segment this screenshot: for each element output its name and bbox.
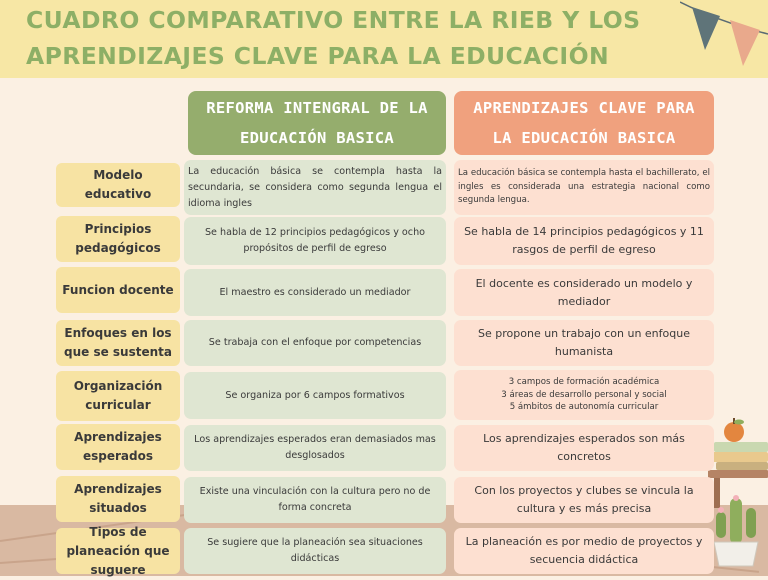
rieb-cell-enfoques: Se trabaja con el enfoque por competencias: [184, 320, 446, 366]
header-aprendizajes-line-2: LA EDUCACIÓN BASICA: [492, 129, 676, 147]
clave-cell-funcion-docente: El docente es considerado un modelo y mediador: [454, 269, 714, 316]
header-rieb-line-2: EDUCACIÓN BASICA: [239, 129, 395, 147]
rieb-cell-principios: Se habla de 12 principios pedagógicos y ocho propósitos de perfil de egreso: [184, 217, 446, 265]
clave-cell-organizacion: [454, 370, 714, 420]
row-label-principios: Principios pedagógicos: [56, 216, 180, 262]
rieb-cell-organizacion: Se organiza por 6 campos formativos: [184, 372, 446, 419]
clave-cell-aprendizajes-esperados: Los aprendizajes esperados son más concretos: [454, 425, 714, 471]
row-label-aprendizajes-esperados: Aprendizajes esperados: [56, 424, 180, 470]
clave-organizacion-line-1: 3 campos de formación académica: [508, 377, 660, 388]
bunting-flags-icon: [680, 0, 768, 80]
clave-cell-modelo-educativo: La educación básica se contempla hasta el bachillerato, el ingles es considerada una estrategia nacional como segunda lengua.: [454, 160, 714, 215]
rieb-cell-aprendizajes-situados: Existe una vinculación con la cultura pero no de forma concreta: [184, 477, 446, 523]
page-title: [26, 2, 640, 74]
rieb-cell-funcion-docente: El maestro es considerado un mediador: [184, 269, 446, 316]
clave-organizacion-line-3: 5 ámbitos de autonomía curricular: [509, 402, 659, 413]
row-label-tipos-planeacion: Tipos de planeación que suguere: [56, 528, 180, 574]
rieb-cell-tipos-planeacion: Se sugiere que la planeación sea situaciones didácticas: [184, 528, 446, 574]
header-aprendizajes-clave: [454, 91, 714, 155]
row-label-organizacion: Organización curricular: [56, 371, 180, 421]
clave-cell-aprendizajes-situados: Con los proyectos y clubes se vincula la cultura y es más precisa: [454, 477, 714, 523]
row-label-modelo-educativo: Modelo educativo: [56, 163, 180, 207]
row-label-enfoques: Enfoques en los que se sustenta: [56, 320, 180, 366]
header-aprendizajes-line-1: APRENDIZAJES CLAVE PARA: [473, 99, 695, 117]
row-label-aprendizajes-situados: Aprendizajes situados: [56, 476, 180, 522]
clave-cell-enfoques: Se propone un trabajo con un enfoque humanista: [454, 320, 714, 366]
rieb-cell-aprendizajes-esperados: Los aprendizajes esperados eran demasiados mas desglosados: [184, 425, 446, 471]
clave-cell-tipos-planeacion: La planeación es por medio de proyectos y secuencia didáctica: [454, 528, 714, 574]
rieb-cell-modelo-educativo: La educación básica se contempla hasta la secundaria, se considera como segunda lengua el idioma ingles: [184, 160, 446, 215]
clave-organizacion-line-2: 3 áreas de desarrollo personal y social: [501, 389, 667, 400]
row-label-funcion-docente: Funcion docente: [56, 267, 180, 313]
title-line-2: APRENDIZAJES CLAVE PARA LA EDUCACIÓN: [26, 42, 610, 70]
title-line-1: CUADRO COMPARATIVO ENTRE LA RIEB Y LOS: [26, 6, 641, 34]
header-rieb-line-1: REFORMA INTENGRAL DE LA: [206, 99, 428, 117]
header-rieb: [188, 91, 446, 155]
potted-cactus-icon: [708, 490, 764, 570]
clave-cell-principios: Se habla de 14 principios pedagógicos y 11 rasgos de perfil de egreso: [454, 217, 714, 265]
